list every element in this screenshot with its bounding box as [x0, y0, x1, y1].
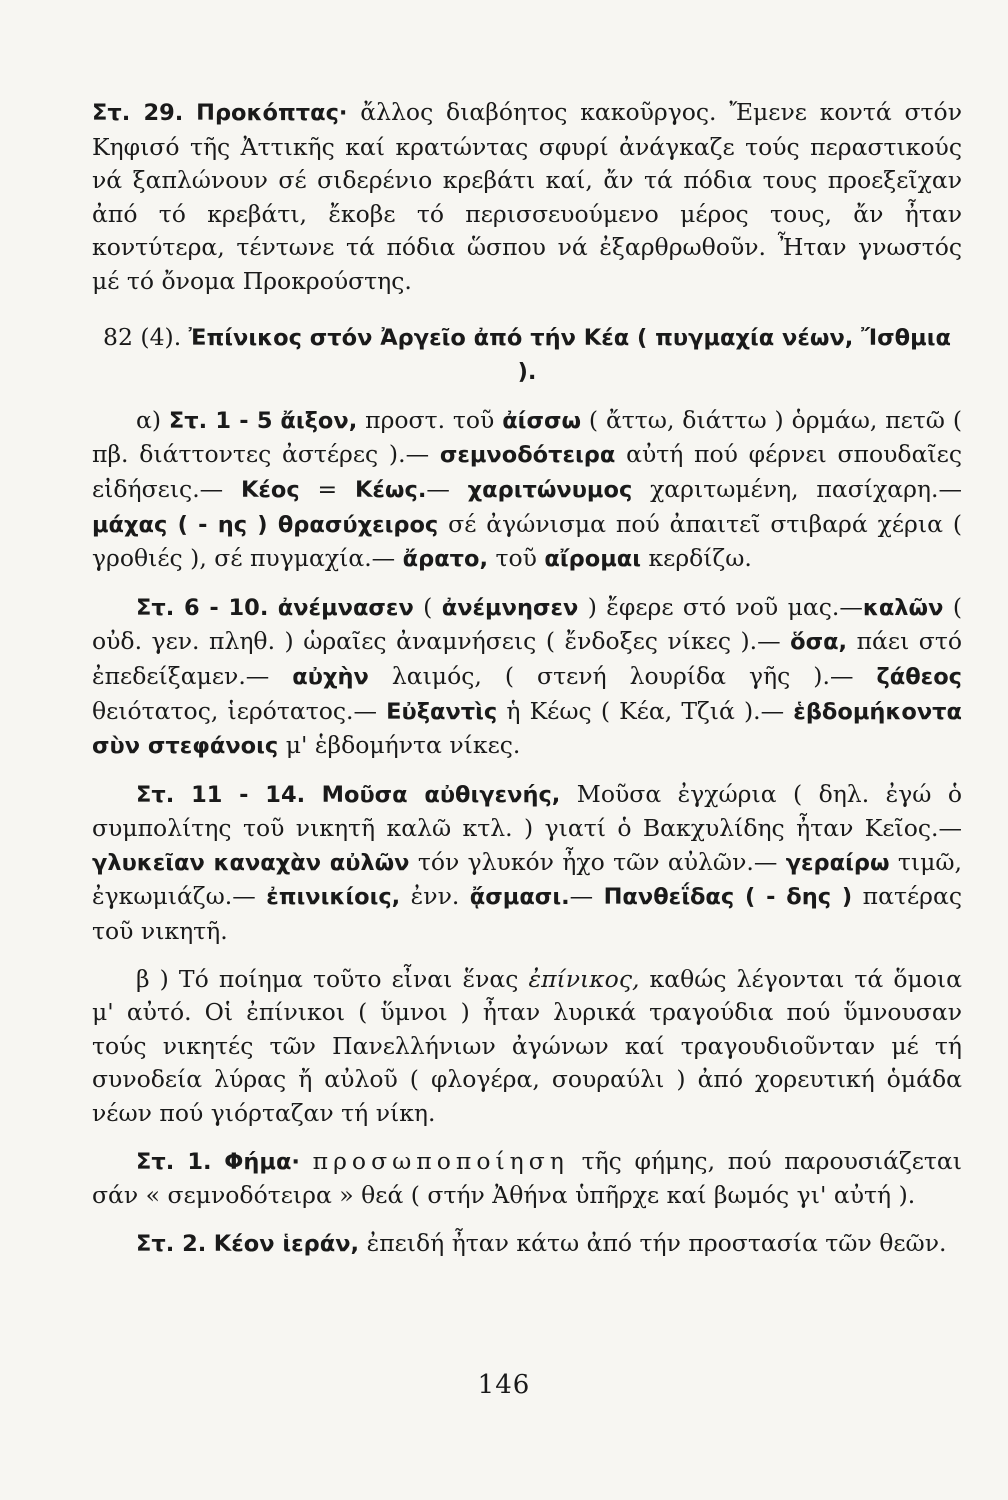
- paragraph-d: [92, 1145, 962, 1213]
- gloss: (: [413, 592, 442, 621]
- gloss: τιμῶ, ἐγκωμιάζω.—: [92, 847, 963, 911]
- term: Κέως.: [354, 476, 427, 503]
- term: ᾄσμασι.: [469, 884, 570, 911]
- term: ἄιξον,: [280, 407, 358, 434]
- body-text: β ) Τό ποίημα τοῦτο εἶναι ἕνας: [136, 964, 529, 993]
- paragraph-prokoptas: [92, 96, 962, 299]
- gloss: προστ. τοῦ: [357, 405, 503, 434]
- gloss: —: [569, 882, 604, 911]
- term: αἴρομαι: [544, 546, 641, 573]
- verse-ref: Στ. 2.: [136, 1230, 207, 1257]
- term: Προκόπτας·: [196, 100, 348, 126]
- term: Κέος: [240, 476, 300, 503]
- gloss: πάει στό ἐπεδείξαμεν.—: [92, 627, 962, 690]
- term: ἑβδομήκοντα σὺν στεφάνοις: [92, 698, 963, 760]
- emphasis: ἐπίνικος,: [528, 964, 640, 993]
- gloss: ἐπειδή ἦταν κάτω ἀπό τήν προστασία τῶν θεῶν.: [359, 1228, 947, 1257]
- gloss: τῆς φήμης, πού παρουσιάζεται σάν « σεμνοδότειρα » θεά ( στήν Ἀθήνα ὑπῆρχε καί βωμός γι' αὐτή ).: [92, 1146, 962, 1210]
- verse-ref: Στ. 29.: [92, 100, 184, 126]
- paragraph-e: [92, 1227, 962, 1262]
- verse-ref: Στ. 6 - 10.: [136, 594, 269, 621]
- term: ὅσα,: [790, 629, 848, 656]
- gloss: τόν γλυκόν ἦχο τῶν αὐλῶν.—: [409, 847, 786, 876]
- verse-ref: Στ. 11 - 14.: [136, 781, 306, 808]
- section-heading: [92, 321, 962, 390]
- term: αὐχὴν: [292, 663, 369, 690]
- term: γεραίρω: [785, 849, 890, 876]
- gloss: σέ ἀγώνισμα πού ἀπαιτεῖ στιβαρά χέρια ( γροθιές ), σέ πυγμαχία.—: [92, 509, 962, 573]
- paragraph-b: [92, 591, 962, 764]
- term: ἀνέμνασεν: [277, 594, 414, 621]
- term: ἀίσσω: [502, 407, 582, 434]
- gloss: πατέρας τοῦ νικητῆ.: [92, 882, 962, 946]
- gloss: θειότατος, ἱερότατος.—: [92, 696, 387, 725]
- spaced-term: προσωποποίηση: [312, 1146, 569, 1175]
- term: σεμνοδότειρα: [439, 442, 616, 469]
- term: γλυκεῖαν καναχὰν αὐλῶν: [92, 849, 410, 876]
- term: ζάθεος: [876, 663, 962, 690]
- gloss: ) ἔφερε στό νοῦ μας.—: [578, 592, 863, 621]
- gloss: ( ἄττω, διάττω ) ὁρμάω, πετῶ ( πβ. διάττοντες ἀστέρες ).—: [92, 405, 963, 469]
- term: Κέον ἱεράν,: [213, 1230, 360, 1257]
- term: χαριτώνυμος: [467, 476, 633, 503]
- gloss: χαριτωμένη, πασίχαρη.—: [632, 474, 962, 503]
- section-title: Ἐπίνικος στόν Ἀργεῖο ἀπό τήν Κέα ( πυγμαχία νέων, Ἴσθμια ).: [188, 324, 951, 386]
- gloss: τοῦ: [488, 544, 545, 573]
- body-text: καθώς λέγονται τά ὅμοια μ' αὐτό. Οἱ ἐπίνικοι ( ὕμνοι ) ἦταν λυρικά τραγούδια πού ὕμνουσαν τούς νικητές τῶν Πανελλήνιων ἀγώνων καί τραγουδιοῦνταν μέ τή συνοδεία λύρας ἤ αὐλοῦ ( φλογέρα, σουραύλι ) ἀπό χορευτική ὁμάδα νέων πού γιόρταζαν τή νίκη.: [92, 964, 962, 1128]
- term: Μοῦσα αὐθιγενής,: [321, 781, 561, 808]
- gloss: ἡ Κέως ( Κέα, Τζιά ).—: [497, 696, 794, 725]
- gloss: ( οὐδ. γεν. πληθ. ) ὡραῖες ἀναμνήσεις ( ἔνδοξες νίκες ).—: [92, 592, 962, 656]
- paragraph-beta: [92, 963, 962, 1131]
- term: ἐπινικίοις,: [266, 884, 401, 911]
- verse-ref: Στ. 1.: [136, 1148, 212, 1175]
- gloss: ἄλλος διαβόητος κακοῦργος. Ἔμενε κοντά στόν Κηφισό τῆς Ἀττικῆς καί κρατώντας σφυρί ἀνάγκαζε τούς περαστικούς νά ξαπλώνουν σέ σιδερένιο κρεβάτι καί, ἄν τά πόδια τους προεξεῖχαν ἀπό τό κρεβάτι, ἔκοβε τό περισσευούμενο μέρος τους, ἄν ἦταν κοντύτερα, τέντωνε τά πόδια ὥσπου νά ἐξαρθρωθοῦν. Ἦταν γνωστός μέ τό ὄνομα Προκρούστης.: [92, 98, 962, 295]
- gloss: λαιμός, ( στενή λουρίδα γῆς ).—: [368, 661, 877, 690]
- gloss: Μοῦσα ἐγχώρια ( δηλ. ἐγώ ὁ συμπολίτης τοῦ νικητῆ καλῶ κτλ. ) γιατί ὁ Βακχυλίδης ἦταν Κεῖος.—: [92, 779, 962, 843]
- page-text: [92, 96, 962, 1261]
- term: μάχας ( - ης ) θρασύχειρος: [92, 511, 439, 538]
- term: καλῶν: [862, 594, 944, 621]
- paragraph-a: [92, 404, 962, 577]
- section-number: 82 (4).: [103, 322, 182, 351]
- list-label: α): [136, 405, 162, 434]
- term: ἄρατο,: [402, 546, 489, 573]
- paragraph-c: [92, 778, 962, 949]
- verse-ref: Στ. 1 - 5: [168, 407, 273, 434]
- gloss: —: [426, 474, 468, 503]
- gloss: ἐνν.: [400, 882, 470, 911]
- term: ἀνέμνησεν: [441, 594, 579, 621]
- gloss: αὐτή πού φέρνει σπουδαῖες εἰδήσεις.—: [92, 440, 962, 503]
- term: Φήμα·: [224, 1148, 300, 1175]
- gloss: μ' ἑβδομήντα νίκες.: [278, 731, 521, 760]
- gloss: =: [299, 474, 355, 503]
- gloss: κερδίζω.: [641, 544, 752, 573]
- term: Εὐξαντὶς: [386, 698, 498, 725]
- term: Πανθεΐδας ( - δης ): [603, 884, 853, 911]
- page-number: 146: [477, 1370, 531, 1400]
